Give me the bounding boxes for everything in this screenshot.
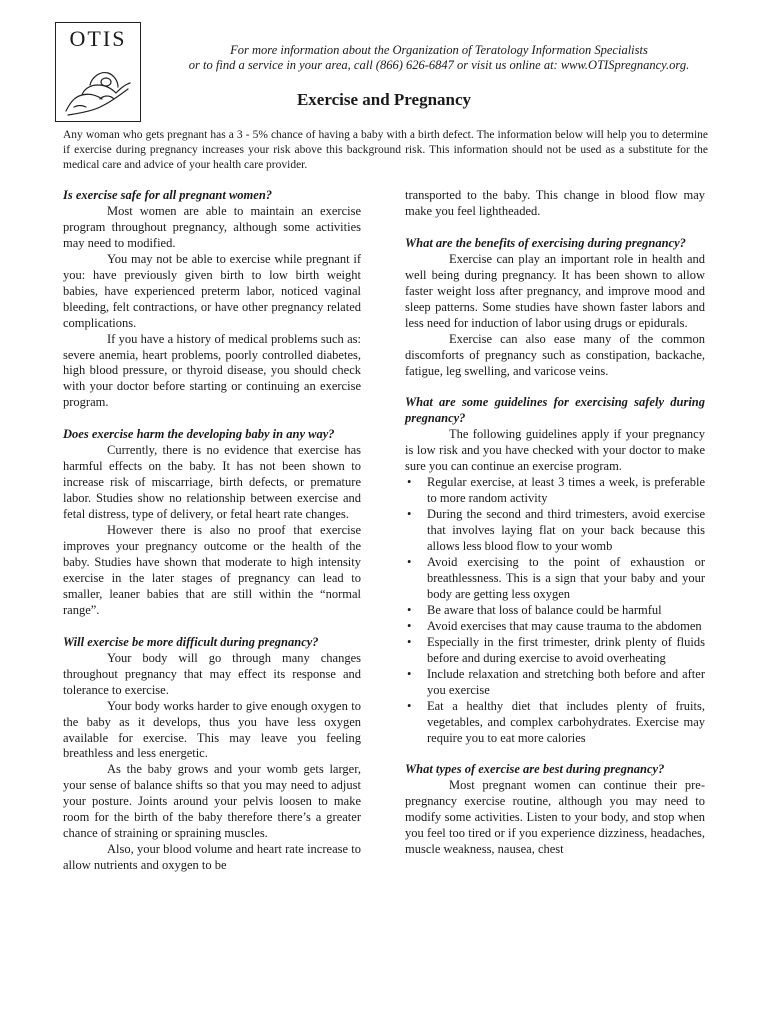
paragraph: Exercise can also ease many of the common discomforts of pregnancy such as constipation, backache, fatigue, leg swelling, and varicose veins. <box>405 331 705 378</box>
document-title: Exercise and Pregnancy <box>296 90 472 109</box>
logo-text: OTIS <box>69 26 127 51</box>
list-item: • Avoid exercises that may cause trauma to the abdomen <box>405 619 705 635</box>
paragraph: However there is also no proof that exercise improves your pregnancy outcome or the health of the baby. Studies have shown that moderate to high intensity exercise in the later stages of pregnancy can lead to smaller, leaner babies that are still within the “normal range”. <box>63 523 361 617</box>
paragraph: Most women are able to maintain an exercise program throughout pregnancy, although some activities may need to modified. <box>63 203 361 250</box>
list-item: • Include relaxation and stretching both before and after you exercise <box>405 667 705 699</box>
paragraph-continued: transported to the baby. This change in blood flow may make you feel lightheaded. <box>405 188 705 218</box>
paragraph: If you have a history of medical problems such as: severe anemia, heart problems, poorly controlled diabetes, high blood pressure, or thyroid disease, you should check with your doctor before starting or continuing an exercise program. <box>63 331 361 410</box>
paragraph: As the baby grows and your womb gets larger, your sense of balance shifts so that you may need to adjust your posture. Joints around your pelvis loosen to make room for the birth of the baby therefore there’s a greater chance of straining or spraining muscles. <box>63 762 361 841</box>
paragraph: Your body works harder to give enough oxygen to the baby as it develops, thus you have less oxygen available for exercise. This may leave you feeling breathless and less energetic. <box>63 698 361 761</box>
list-item: • Especially in the first trimester, drink plenty of fluids before and during exercise to avoid overheating <box>405 635 705 667</box>
header-contact-info <box>150 43 728 73</box>
section-heading-guidelines: What are some guidelines for exercising safely during pregnancy? <box>405 395 705 426</box>
list-item: • Avoid exercising to the point of exhaustion or breathlessness. This is a sign that your baby and your body are getting less oxygen <box>405 555 705 603</box>
header-info-line-2: or to find a service in your area, call (866) 626-6847 or visit us online at: www.OTISpregnancy.org. <box>188 58 690 72</box>
section-heading-exercise-types: What types of exercise are best during pregnancy? <box>405 762 665 777</box>
list-item: • Eat a healthy diet that includes plenty of fruits, vegetables, and complex carbohydrates. Exercise may require you to eat more calories <box>405 699 705 747</box>
list-item: • During the second and third trimesters, avoid exercise that involves laying flat on your back because this allows less blood flow to your womb <box>405 507 705 555</box>
paragraph: Currently, there is no evidence that exercise has harmful effects on the baby. It has not been shown to increase risk of miscarriage, birth defects, or premature labor. Studies show no relationship between exercise and fetal distress, type of delivery, or fetal heart rate changes. <box>63 443 361 522</box>
paragraph: Also, your blood volume and heart rate increase to allow nutrients and oxygen to be <box>63 842 361 873</box>
left-column <box>63 188 361 874</box>
intro-paragraph: Any woman who gets pregnant has a 3 - 5% chance of having a baby with a birth defect. The information below will help you to determine if exercise during pregnancy increases your risk above this background risk. This information should not be used as a substitute for the medical care and advice of your health care provider. <box>63 129 708 171</box>
paragraph: Your body will go through many changes throughout pregnancy that may effect its response and tolerance to exercise. <box>63 650 361 697</box>
paragraph: Most pregnant women can continue their pre-pregnancy exercise routine, although you may need to modify some activities. Listen to your body, and stop when you feel too tired or if you experience dizziness, headaches, muscle weakness, nausea, chest <box>405 778 705 857</box>
section-heading-baby-harm: Does exercise harm the developing baby in any way? <box>63 427 335 442</box>
paragraph: Exercise can play an important role in health and well being during pregnancy. It has been shown to allow faster weight loss after pregnancy, and improve mood and sleep patterns. Some studies have shown faster labors and less need for induction of labor using drugs or epidurals. <box>405 251 705 330</box>
header-info-line-1: For more information about the Organization of Teratology Information Specialists <box>230 43 648 57</box>
guidelines-list <box>405 475 705 746</box>
paragraph: You may not be able to exercise while pregnant if you: have previously given birth to low birth weight babies, have experienced preterm labor, noticed vaginal bleeding, felt contractions, or have other pregnancy related complications. <box>63 251 361 330</box>
list-item: • Regular exercise, at least 3 times a week, is preferable to more random activity <box>405 475 705 507</box>
right-column <box>405 188 705 858</box>
section-heading-difficulty: Will exercise be more difficult during pregnancy? <box>63 634 319 649</box>
section-heading-safety: Is exercise safe for all pregnant women? <box>63 188 273 202</box>
list-item: • Be aware that loss of balance could be harmful <box>405 603 705 619</box>
section-heading-benefits: What are the benefits of exercising during pregnancy? <box>405 235 686 250</box>
paragraph: The following guidelines apply if your pregnancy is low risk and you have checked with your doctor to make sure you can continue an exercise program. <box>405 427 705 474</box>
